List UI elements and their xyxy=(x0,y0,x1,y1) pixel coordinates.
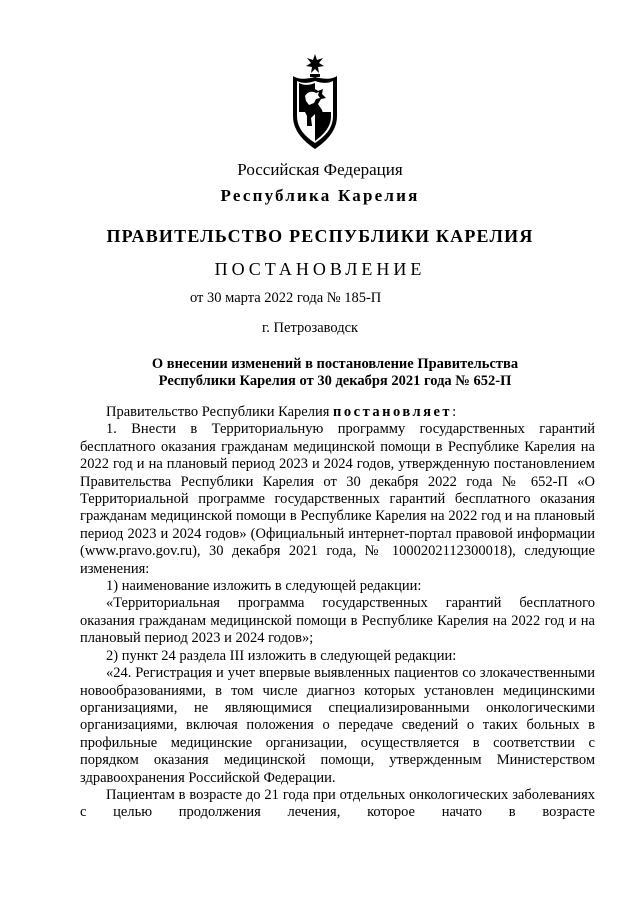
paragraph-4: 2) пункт 24 раздела III изложить в следующей редакции: xyxy=(106,647,457,664)
document-type: ПОСТАНОВЛЕНИЕ xyxy=(214,259,426,279)
intro-text: Правительство Республики Карелия xyxy=(106,404,334,420)
paragraph-3: «Территориальная программа государственных гарантий бесплатного оказания гражданам медицинской помощи в Республике Карелия на 2022 год и на плановый период 2023 и 2024 годов»; xyxy=(80,595,595,647)
document-body xyxy=(80,404,595,822)
paragraph-6: Пациентам в возрасте до 21 года при отдельных онкологических заболеваниях с целью продолжения лечения, которое начато в возрасте xyxy=(80,786,595,821)
decree-word: постановляет xyxy=(333,404,453,420)
document-city: г. Петрозаводск xyxy=(262,320,359,336)
paragraph-1: 1. Внести в Территориальную программу государственных гарантий бесплатного оказания гражданам медицинской помощи в Республике Карелия на 2022 год и на плановый период 2023 и 2024 годов, утвержденную постановлением Правительства Республики Карелия от 30 декабря 2022 года № 652-П «О Территориальной программе государственных гарантий бесплатного оказания гражданам медицинской помощи в Республике Карелия на 2022 год и на плановый период 2023 и 2024 годов» (Официальный интернет-портал правовой информации (www.pravo.gov.ru), 30 декабря 2021 года, № 1000202112300018), следующие изменения: xyxy=(80,421,595,577)
paragraph-5: «24. Регистрация и учет впервые выявленных пациентов со злокачественными новообразованиями, в том числе диагноз которых установлен медицинскими организациями, не являющимися специализированными онкологическими организациями, включая положения о передаче сведений о таких больных в профильные медицинские организации, осуществляется в соответствии с порядком оказания медицинской помощи, утвержденным Министерством здравоохранения Российской Федерации. xyxy=(80,665,595,786)
government-title: ПРАВИТЕЛЬСТВО РЕСПУБЛИКИ КАРЕЛИЯ xyxy=(106,226,534,246)
decree-intro xyxy=(80,404,595,421)
intro-colon: : xyxy=(452,404,457,420)
republic-name: Республика Карелия xyxy=(220,186,420,205)
subject-line-1: О внесении изменений в постановление Правительства xyxy=(151,356,519,372)
country-name: Российская Федерация xyxy=(237,160,403,179)
subject-line-2: Республики Карелия от 30 декабря 2021 года № 652-П xyxy=(158,373,512,389)
paragraph-2: 1) наименование изложить в следующей редакции: xyxy=(106,578,422,595)
document-subject xyxy=(140,356,530,390)
document-date: от 30 марта 2022 года № 185-П xyxy=(190,290,382,306)
coat-of-arms-icon xyxy=(285,52,345,152)
